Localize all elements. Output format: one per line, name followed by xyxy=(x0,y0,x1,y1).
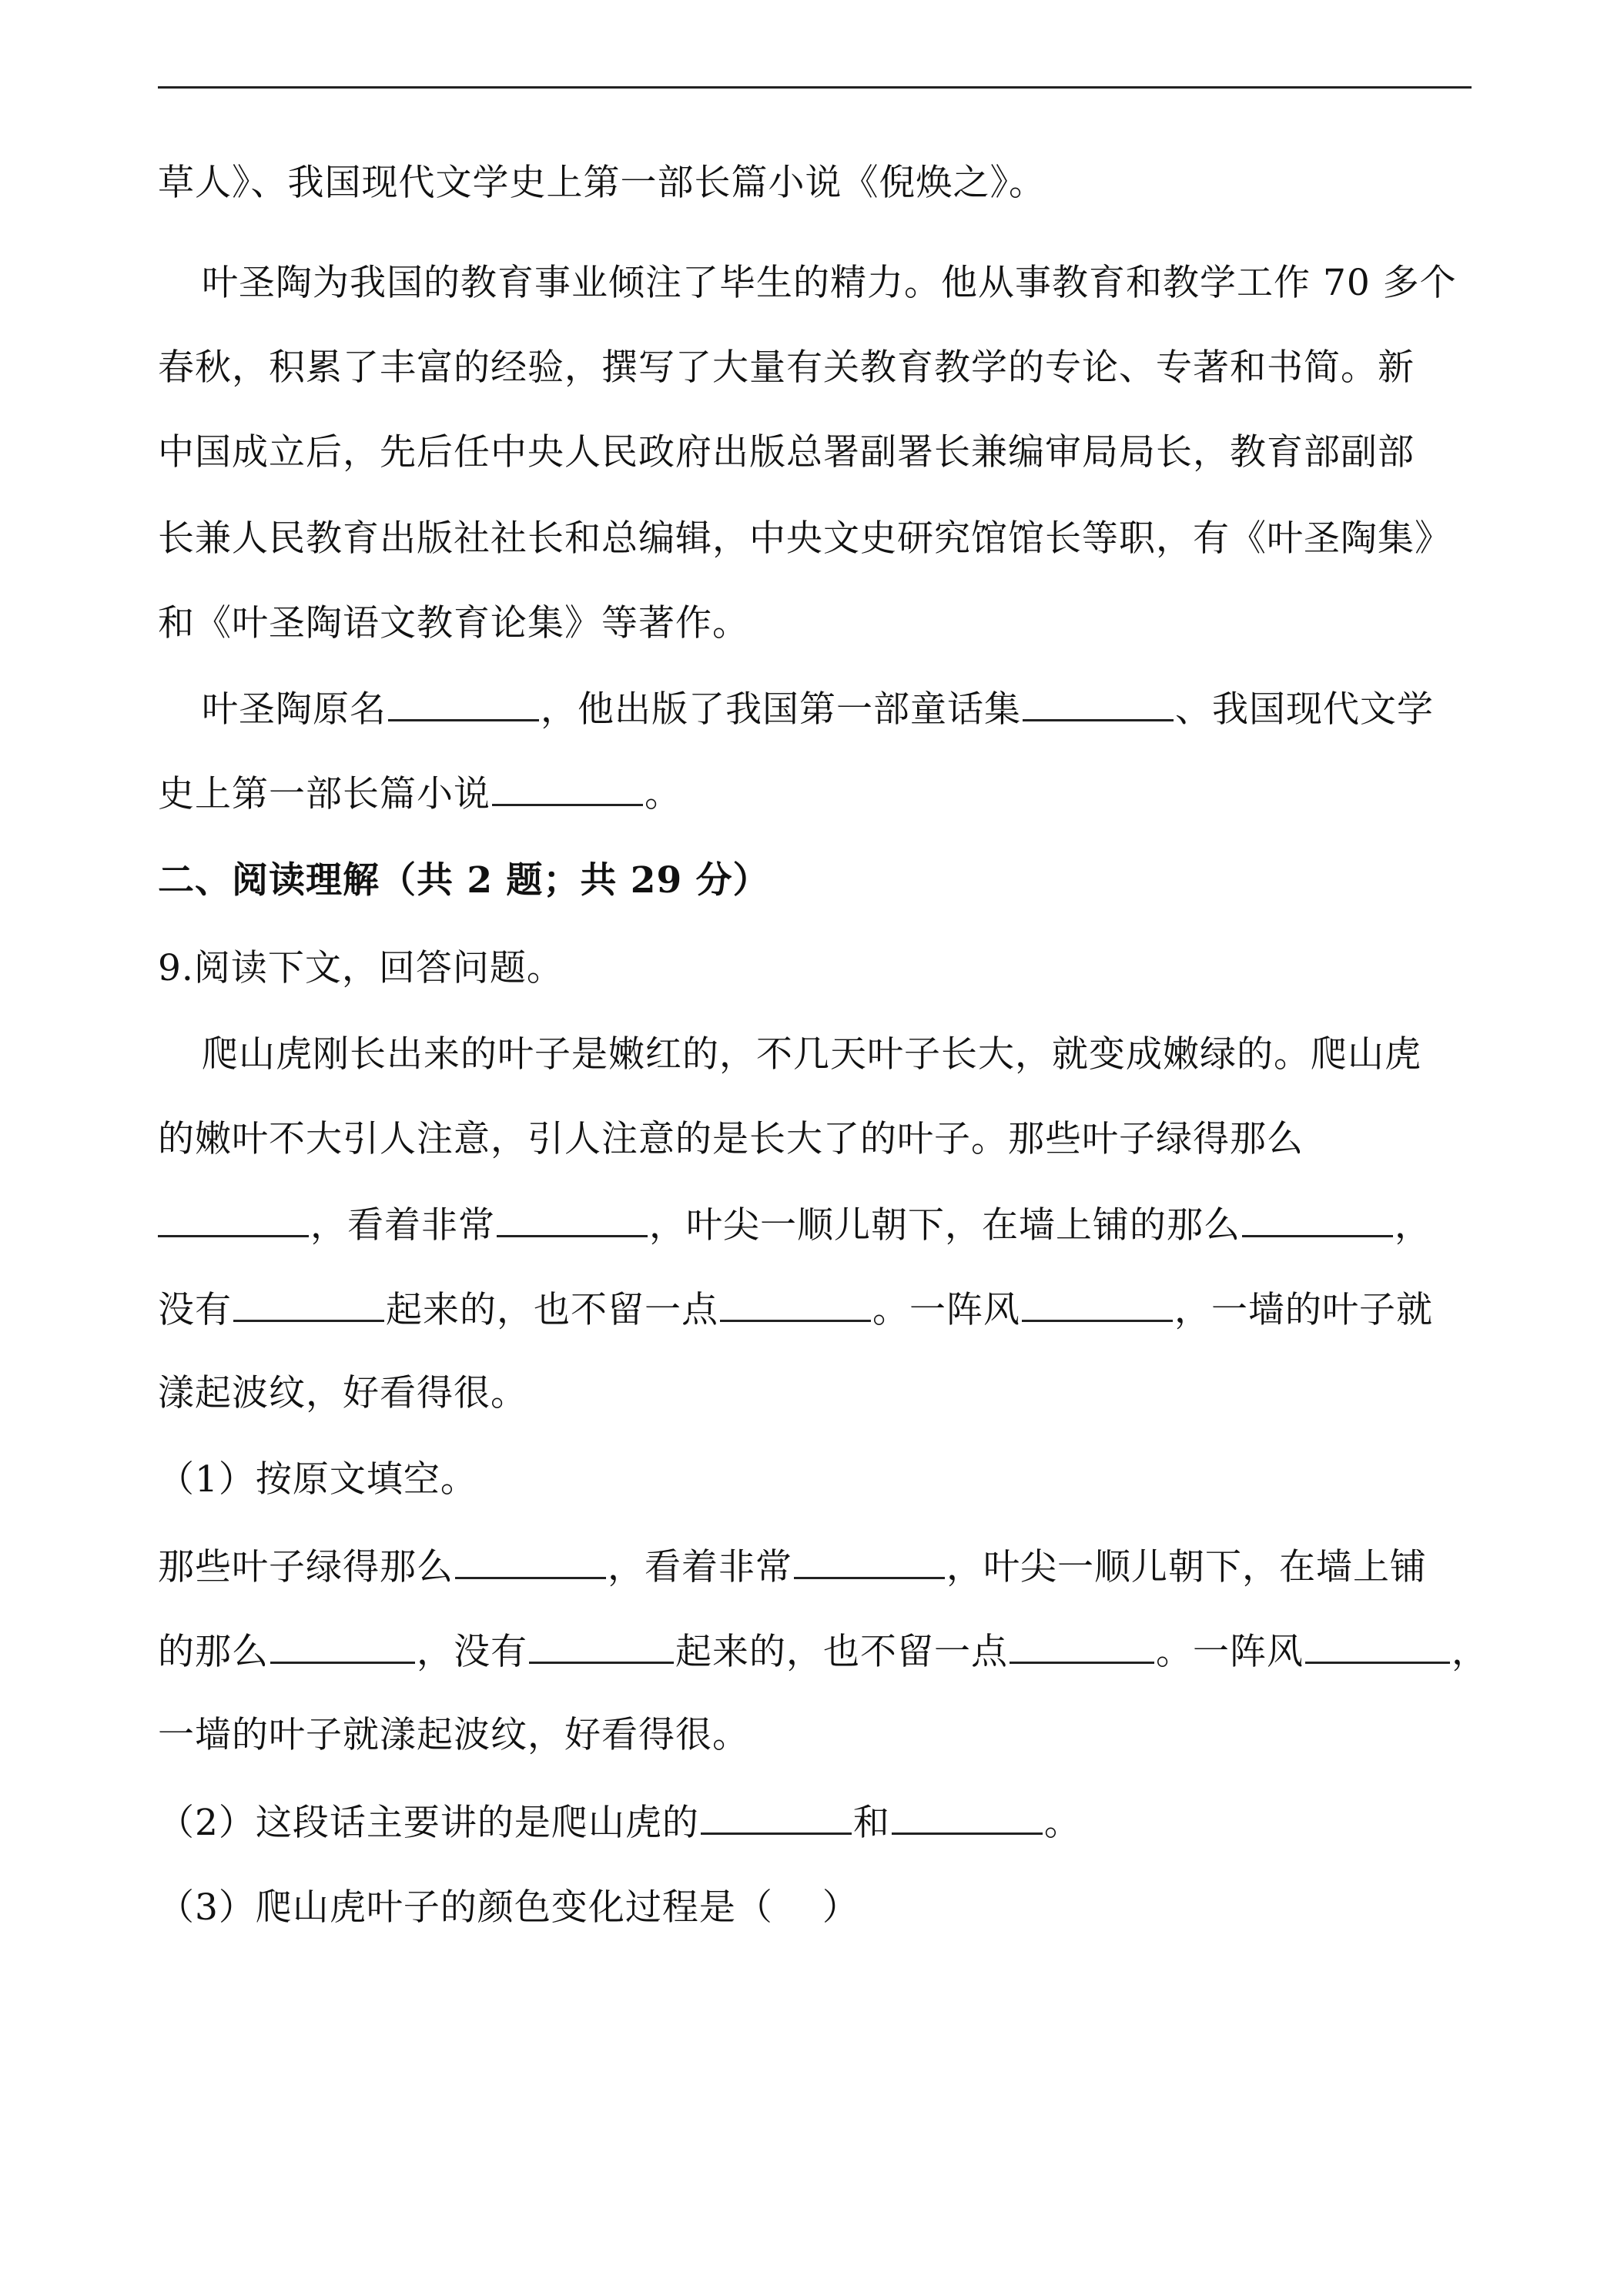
text: ， xyxy=(1395,1204,1431,1247)
answer-blank[interactable] xyxy=(455,1543,606,1579)
text: 起来的，也不留一点 xyxy=(675,1631,1008,1673)
text: ， xyxy=(1452,1631,1488,1673)
answer-blank[interactable] xyxy=(1010,1628,1154,1664)
text: 长兼人民教育出版社社长和总编辑，中央文史研究馆馆长等职，有《叶圣陶集》 xyxy=(158,517,1452,560)
text: 草人》、我国现代文学史上第一部长篇小说《倪焕之》。 xyxy=(158,162,1046,204)
text-line xyxy=(202,260,1457,306)
text: 。一阵风 xyxy=(1156,1631,1304,1673)
answer-line xyxy=(158,1543,1427,1591)
answer-blank[interactable] xyxy=(794,1543,945,1579)
fill-line xyxy=(158,770,681,818)
text: 和《叶圣陶语文教育论集》等著作。 xyxy=(158,602,749,644)
text-line xyxy=(158,345,1415,391)
text: 起来的，也不留一点 xyxy=(386,1289,718,1331)
answer-blank[interactable] xyxy=(1023,685,1174,721)
text: 史上第一部长篇小说 xyxy=(158,773,491,815)
section-title xyxy=(158,858,770,904)
text: 、我国现代文学 xyxy=(1175,688,1434,731)
text-line xyxy=(158,601,749,647)
passage-line xyxy=(202,1032,1421,1078)
answer-line xyxy=(158,1628,1488,1675)
answer-blank[interactable] xyxy=(529,1628,674,1664)
sub-question xyxy=(158,1799,1081,1846)
text: ，看着非常 xyxy=(608,1546,792,1588)
text: 叶圣陶为我国的教育事业倾注了毕生的精力。他从事教育和教学工作 70 多个 xyxy=(202,262,1457,304)
answer-blank[interactable] xyxy=(1022,1286,1173,1322)
question-stem xyxy=(158,946,564,992)
text: 。 xyxy=(1043,1802,1081,1844)
text: 9.阅读下文，回答问题。 xyxy=(158,947,564,989)
answer-blank[interactable] xyxy=(492,770,643,806)
answer-blank[interactable] xyxy=(233,1286,384,1322)
answer-blank[interactable] xyxy=(497,1201,648,1237)
answer-blank[interactable] xyxy=(701,1799,852,1835)
text: 一墙的叶子就漾起波纹，好看得很。 xyxy=(158,1714,749,1756)
answer-blank[interactable] xyxy=(1242,1201,1393,1237)
passage-line xyxy=(158,1201,1431,1249)
text: 漾起波纹，好看得很。 xyxy=(158,1372,527,1414)
passage-line xyxy=(158,1371,527,1417)
fill-line xyxy=(202,685,1434,733)
text: ，没有 xyxy=(417,1631,527,1673)
text: 爬山虎刚长出来的叶子是嫩红的，不几天叶子长大，就变成嫩绿的。爬山虎 xyxy=(202,1033,1421,1076)
text: 。 xyxy=(645,773,681,815)
text: 中国成立后，先后任中央人民政府出版总署副署长兼编审局局长，教育部副部 xyxy=(158,431,1415,474)
text: （1）按原文填空。 xyxy=(158,1458,477,1501)
answer-line xyxy=(158,1712,749,1759)
answer-blank[interactable] xyxy=(892,1799,1043,1835)
answer-blank[interactable] xyxy=(720,1286,871,1322)
sub-question xyxy=(158,1457,477,1503)
text: （2）这段话主要讲的是爬山虎的 xyxy=(158,1802,699,1844)
text: 。一阵风 xyxy=(872,1289,1020,1331)
text: 叶圣陶原名 xyxy=(202,688,387,731)
text: 那些叶子绿得那么 xyxy=(158,1546,454,1588)
text: 没有 xyxy=(158,1289,232,1331)
text: 的那么 xyxy=(158,1631,269,1673)
text-line xyxy=(158,516,1452,562)
text: ，叶尖一顺儿朝下，在墙上铺 xyxy=(946,1546,1427,1588)
answer-blank[interactable] xyxy=(1305,1628,1450,1664)
sub-question xyxy=(158,1885,859,1931)
text: 春秋，积累了丰富的经验，撰写了大量有关教育教学的专论、专著和书简。新 xyxy=(158,346,1415,389)
text: （3）爬山虎叶子的颜色变化过程是（ ） xyxy=(158,1886,859,1929)
passage-line xyxy=(158,1286,1433,1334)
header-rule xyxy=(158,86,1472,89)
text-line xyxy=(158,430,1415,476)
text: 的嫩叶不大引人注意，引人注意的是长大了的叶子。那些叶子绿得那么 xyxy=(158,1118,1304,1160)
answer-blank[interactable] xyxy=(270,1628,415,1664)
text: 二、阅读理解（共 2 题；共 29 分） xyxy=(158,859,770,902)
text-line xyxy=(158,160,1046,206)
text: ，叶尖一顺儿朝下，在墙上铺的那么 xyxy=(649,1204,1241,1247)
answer-blank[interactable] xyxy=(388,685,539,721)
text: ，他出版了我国第一部童话集 xyxy=(541,688,1021,731)
passage-line xyxy=(158,1116,1304,1163)
text: ，看着非常 xyxy=(310,1204,495,1247)
answer-blank[interactable] xyxy=(158,1201,309,1237)
text: 和 xyxy=(852,1802,890,1844)
text: ，一墙的叶子就 xyxy=(1174,1289,1433,1331)
